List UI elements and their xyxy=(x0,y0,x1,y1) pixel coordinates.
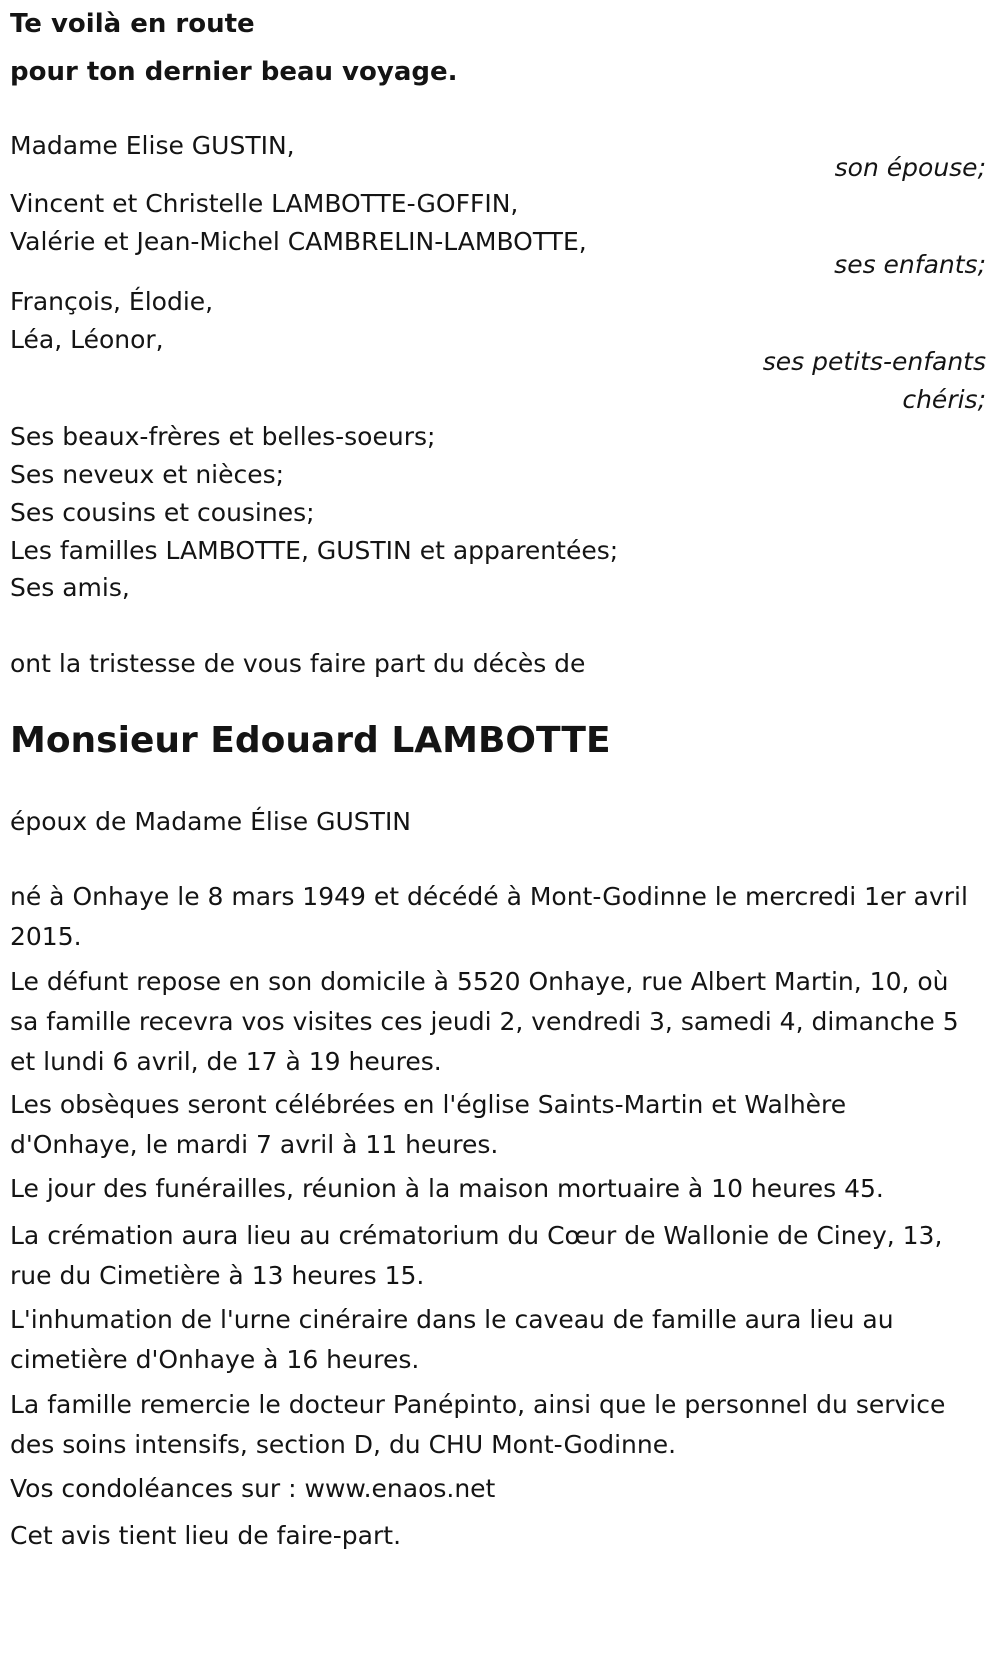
grandchildren-role-line-1: ses petits-enfants xyxy=(762,347,986,376)
birth-death-paragraph: né à Onhaye le 8 mars 1949 et décédé à Mont-Godinne le mercredi 1er avril 2015. xyxy=(10,882,968,951)
cremation-paragraph: La crémation aura lieu au crématorium du Cœur de Wallonie de Ciney, 13, rue du Cimetière à 13 heures 15. xyxy=(10,1221,943,1290)
announcement-text: ont la tristesse de vous faire part du décès de xyxy=(10,649,586,678)
grandchild-line-1: François, Élodie, xyxy=(10,287,214,316)
deceased-spouse-of: époux de Madame Élise GUSTIN xyxy=(10,807,412,836)
grandchildren-role-line-2: chéris; xyxy=(902,385,986,414)
deceased-name: Monsieur Edouard LAMBOTTE xyxy=(10,720,611,761)
intro-line-2: pour ton dernier beau voyage. xyxy=(10,57,458,87)
funeral-paragraph: Les obsèques seront célébrées en l'église Saints-Martin et Walhère d'Onhaye, le mardi 7 avril à 11 heures. xyxy=(10,1090,847,1159)
intro-line-1: Te voilà en route xyxy=(10,9,255,39)
grandchild-line-2: Léa, Léonor, xyxy=(10,325,164,354)
relatives-line-4: Les familles LAMBOTTE, GUSTIN et apparentées; xyxy=(10,536,619,565)
relatives-line-3: Ses cousins et cousines; xyxy=(10,498,315,527)
meeting-paragraph: Le jour des funérailles, réunion à la maison mortuaire à 10 heures 45. xyxy=(10,1174,884,1203)
relatives-line-5: Ses amis, xyxy=(10,573,130,602)
child-line-1: Vincent et Christelle LAMBOTTE-GOFFIN, xyxy=(10,189,519,218)
notice-paragraph: Cet avis tient lieu de faire-part. xyxy=(10,1521,402,1550)
repose-paragraph: Le défunt repose en son domicile à 5520 Onhaye, rue Albert Martin, 10, où sa famille recevra vos visites ces jeudi 2, vendredi 3, samedi 4, dimanche 5 et lundi 6 avril, de 17 à 19 heures. xyxy=(10,967,959,1076)
spouse-role: son épouse; xyxy=(834,153,986,182)
child-line-2: Valérie et Jean-Michel CAMBRELIN-LAMBOTTE, xyxy=(10,227,587,256)
relatives-line-1: Ses beaux-frères et belles-soeurs; xyxy=(10,422,436,451)
condolences-paragraph: Vos condoléances sur : www.enaos.net xyxy=(10,1474,496,1503)
thanks-paragraph: La famille remercie le docteur Panépinto, ainsi que le personnel du service des soins intensifs, section D, du CHU Mont-Godinne. xyxy=(10,1390,946,1459)
children-role: ses enfants; xyxy=(834,250,986,279)
spouse-name: Madame Elise GUSTIN, xyxy=(10,131,295,160)
inhumation-paragraph: L'inhumation de l'urne cinéraire dans le caveau de famille aura lieu au cimetière d'Onhaye à 16 heures. xyxy=(10,1305,894,1374)
relatives-line-2: Ses neveux et nièces; xyxy=(10,460,285,489)
